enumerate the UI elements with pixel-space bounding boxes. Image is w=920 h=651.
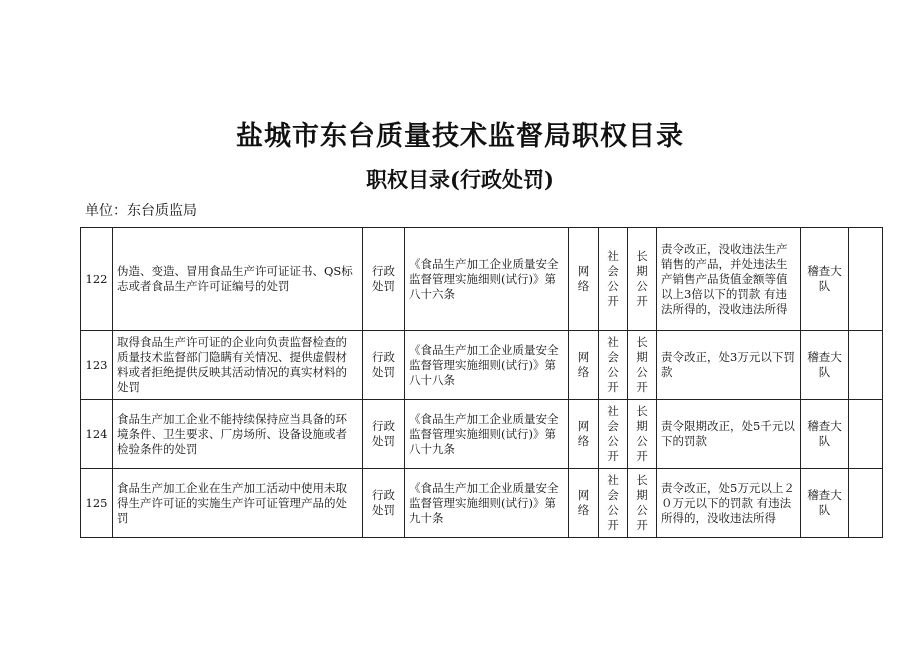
legal-basis: 《食品生产加工企业质量安全监督管理实施细则(试行)》第九十条 (405, 469, 569, 538)
disclosure-scope-char: 社 (607, 335, 619, 349)
violation-description: 伪造、变造、冒用食品生产许可证证书、QS标志或者食品生产许可证编号的处罚 (113, 228, 363, 331)
disclosure-term-char: 期 (636, 264, 648, 278)
table-row (81, 400, 883, 469)
disclosure-channel-char: 络 (577, 503, 590, 517)
disclosure-channel-char: 网 (577, 419, 590, 433)
disclosure-term-char: 开 (636, 518, 648, 532)
document-subtitle: 职权目录(行政处罚) (366, 167, 554, 192)
violation-description: 取得食品生产许可证的企业向负责监督检查的质量技术监督部门隐瞒有关情况、提供虚假材料或者拒绝提供反映其活动情况的真实材料的处罚 (113, 331, 363, 400)
disclosure-scope-char: 社 (607, 249, 619, 263)
disclosure-channel (569, 228, 599, 331)
disclosure-scope-char: 开 (607, 449, 619, 463)
remark (849, 331, 883, 400)
unit-label: 单位：东台质监局 (85, 203, 197, 219)
disclosure-channel-char: 网 (577, 488, 590, 502)
disclosure-channel-char: 网 (577, 350, 590, 364)
disclosure-scope-char: 会 (607, 264, 619, 278)
remark (849, 228, 883, 331)
disclosure-term-char: 开 (636, 449, 648, 463)
authority-type: 行政处罚 (363, 331, 405, 400)
responsible-dept: 稽查大队 (801, 400, 849, 469)
disclosure-term-char: 公 (636, 279, 648, 293)
disclosure-scope-char: 社 (607, 404, 619, 418)
disclosure-term (628, 331, 657, 400)
disclosure-scope (599, 469, 628, 538)
disclosure-term-char: 开 (636, 380, 648, 394)
row-number: 125 (81, 469, 113, 538)
disclosure-term (628, 228, 657, 331)
authority-type: 行政处罚 (363, 469, 405, 538)
disclosure-scope-char: 公 (607, 503, 619, 517)
authority-type: 行政处罚 (363, 228, 405, 331)
disclosure-scope-char: 会 (607, 488, 619, 502)
disclosure-term-char: 长 (636, 249, 648, 263)
disclosure-channel-char: 络 (577, 365, 590, 379)
remark (849, 469, 883, 538)
disclosure-channel (569, 400, 599, 469)
remark (849, 400, 883, 469)
responsible-dept: 稽查大队 (801, 469, 849, 538)
disclosure-term-char: 公 (636, 503, 648, 517)
document-title: 盐城市东台质量技术监督局职权目录 (236, 121, 684, 152)
responsible-dept: 稽查大队 (801, 228, 849, 331)
disclosure-term (628, 400, 657, 469)
disclosure-scope-char: 公 (607, 365, 619, 379)
disclosure-term-char: 公 (636, 365, 648, 379)
disclosure-scope-char: 开 (607, 518, 619, 532)
row-number: 124 (81, 400, 113, 469)
disclosure-term (628, 469, 657, 538)
disclosure-scope-char: 开 (607, 380, 619, 394)
table-row (81, 228, 883, 331)
authority-type: 行政处罚 (363, 400, 405, 469)
table-row (81, 469, 883, 538)
disclosure-scope (599, 400, 628, 469)
disclosure-channel-char: 网 (577, 264, 590, 278)
disclosure-term-char: 期 (636, 419, 648, 433)
disclosure-channel (569, 331, 599, 400)
violation-description: 食品生产加工企业在生产加工活动中使用未取得生产许可证的实施生产许可证管理产品的处罚 (113, 469, 363, 538)
penalty-measure: 责令改正，没收违法生产销售的产品，并处违法生产销售产品货值金额等值以上3倍以下的罚款 有违法所得的，没收违法所得 (657, 228, 801, 331)
disclosure-scope (599, 331, 628, 400)
violation-description: 食品生产加工企业不能持续保持应当具备的环境条件、卫生要求、厂房场所、设备设施或者检验条件的处罚 (113, 400, 363, 469)
disclosure-scope-char: 公 (607, 279, 619, 293)
penalty-measure: 责令改正，处3万元以下罚款 (657, 331, 801, 400)
penalty-measure: 责令限期改正，处5千元以下的罚款 (657, 400, 801, 469)
disclosure-term-char: 长 (636, 404, 648, 418)
legal-basis: 《食品生产加工企业质量安全监督管理实施细则(试行)》第八十六条 (405, 228, 569, 331)
disclosure-scope-char: 会 (607, 350, 619, 364)
disclosure-term-char: 期 (636, 350, 648, 364)
disclosure-channel (569, 469, 599, 538)
disclosure-term-char: 公 (636, 434, 648, 448)
responsible-dept: 稽查大队 (801, 331, 849, 400)
disclosure-channel-char: 络 (577, 279, 590, 293)
disclosure-scope-char: 公 (607, 434, 619, 448)
disclosure-channel-char: 络 (577, 434, 590, 448)
table-row (81, 331, 883, 400)
penalty-measure: 责令改正，处5万元以上２０万元以下的罚款 有违法所得的，没收违法所得 (657, 469, 801, 538)
disclosure-scope-char: 会 (607, 419, 619, 433)
disclosure-term-char: 长 (636, 473, 648, 487)
disclosure-term-char: 长 (636, 335, 648, 349)
row-number: 123 (81, 331, 113, 400)
disclosure-scope-char: 社 (607, 473, 619, 487)
disclosure-term-char: 期 (636, 488, 648, 502)
legal-basis: 《食品生产加工企业质量安全监督管理实施细则(试行)》第八十九条 (405, 400, 569, 469)
authority-table (80, 227, 883, 538)
disclosure-scope (599, 228, 628, 331)
disclosure-term-char: 开 (636, 294, 648, 308)
disclosure-scope-char: 开 (607, 294, 619, 308)
row-number: 122 (81, 228, 113, 331)
legal-basis: 《食品生产加工企业质量安全监督管理实施细则(试行)》第八十八条 (405, 331, 569, 400)
